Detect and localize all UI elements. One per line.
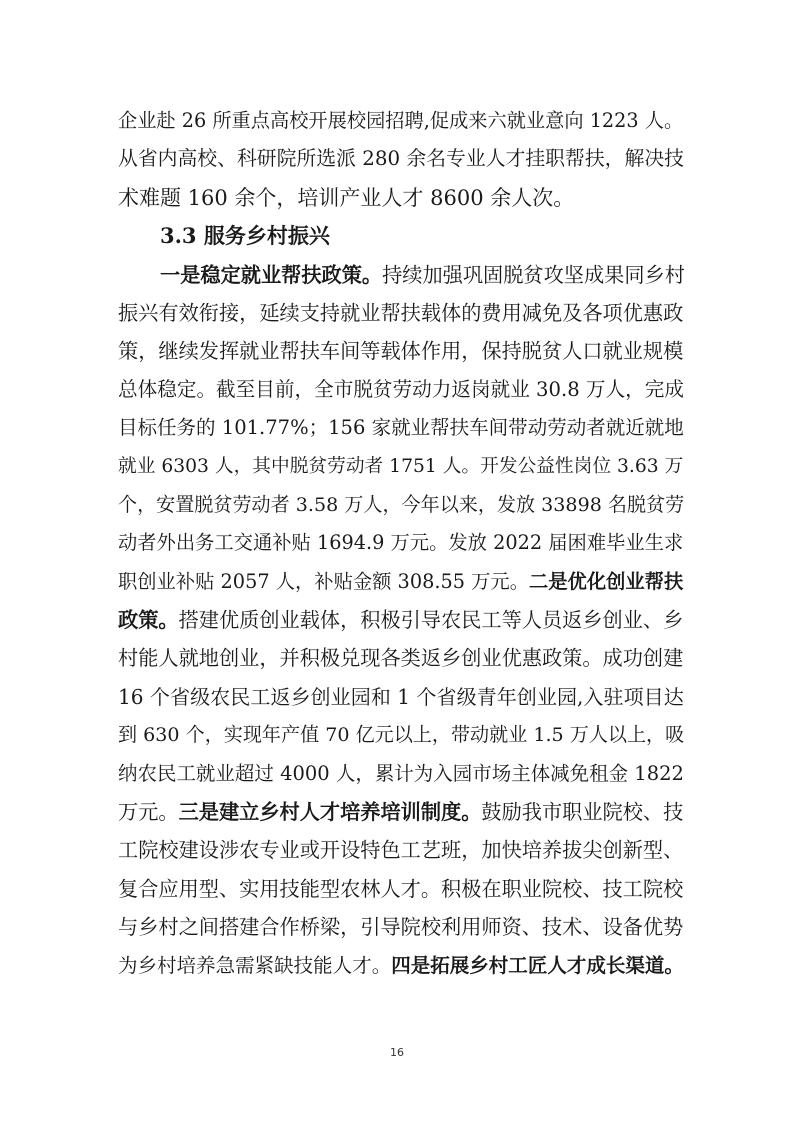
page-number: 16 — [390, 1046, 404, 1059]
emphasis-text: 四是拓展乡村工匠人才成长渠道。 — [391, 953, 684, 977]
emphasis-text: 三是建立乡村人才培养培训制度。 — [178, 800, 482, 825]
text-line: 与乡村之间搭建合作桥梁，引导院校利用师资、技术、设备优势 — [118, 915, 684, 940]
text-line — [118, 563, 684, 601]
text-line: 村能人就地创业，并积极兑现各类返乡创业优惠政策。成功创建 — [118, 646, 684, 671]
text-line: 纳农民工就业超过 4000 人，累计为入园市场主体减免租金 1822 — [118, 761, 684, 785]
text-line: 16 个省级农民工返乡创业园和 1 个省级青年创业园,入驻项目达 — [118, 684, 684, 709]
text-line — [118, 947, 684, 985]
text-line: 企业赴 26 所重点高校开展校园招聘,促成来六就业意向 1223 人。 — [118, 109, 684, 132]
emphasis-text: 一是稳定就业帮扶政策。 — [160, 262, 383, 287]
text-line: 策，继续发挥就业帮扶车间等载体作用，保持脱贫人口就业规模 — [118, 339, 684, 364]
text-span: 持续加强巩固脱贫攻坚成果同乡村 — [382, 262, 685, 287]
text-line — [118, 601, 684, 639]
text-line: 从省内高校、科研院所选派 280 余名专业人才挂职帮扶，解决技 — [118, 147, 684, 171]
text-span: 为乡村培养急需紧缺技能人才。 — [118, 953, 392, 977]
text-line: 复合应用型、实用技能型农林人才。积极在职业院校、技工院校 — [118, 876, 684, 901]
text-line: 动者外出务工交通补贴 1694.9 万元。发放 2022 届困难毕业生求 — [118, 531, 684, 555]
document-body — [118, 102, 684, 985]
text-line: 个，安置脱贫劳动者 3.58 万人，今年以来，发放 33898 名脱贫劳 — [118, 493, 685, 516]
text-line: 总体稳定。截至目前，全市脱贫劳动力返岗就业 30.8 万人，完成 — [118, 377, 684, 401]
text-line: 就业 6303 人，其中脱贫劳动者 1751 人。开发公益性岗位 3.63 万 — [118, 455, 684, 477]
text-span: 鼓励我市职业院校、技 — [481, 800, 684, 825]
text-line: 工院校建设涉农专业或开设特色工艺班，加快培养拔尖创新型、 — [118, 838, 684, 863]
text-line: 到 630 个，实现年产值 70 亿元以上，带动就业 1.5 万人以上，吸 — [118, 724, 685, 747]
text-line: 目标任务的 101.77%；156 家就业帮扶车间带动劳动者就近就地 — [118, 416, 684, 440]
emphasis-text: 二是优化创业帮扶 — [529, 569, 684, 593]
text-span: 搭建优质创业载体，积极引导农民工等人员返乡创业、乡 — [178, 608, 684, 633]
text-span: 万元。 — [118, 800, 179, 825]
text-line — [118, 793, 684, 831]
text-line: 振兴有效衔接，延续支持就业帮扶载体的费用减免及各项优惠政 — [118, 300, 684, 325]
emphasis-text: 政策。 — [118, 608, 179, 633]
section-heading: 3.3 服务乡村振兴 — [160, 223, 330, 249]
text-span: 职创业补贴 2057 人，补贴金额 308.55 万元。 — [118, 569, 529, 593]
text-line: 术难题 160 余个，培训产业人才 8600 余人次。 — [118, 185, 575, 210]
text-line — [118, 256, 684, 294]
